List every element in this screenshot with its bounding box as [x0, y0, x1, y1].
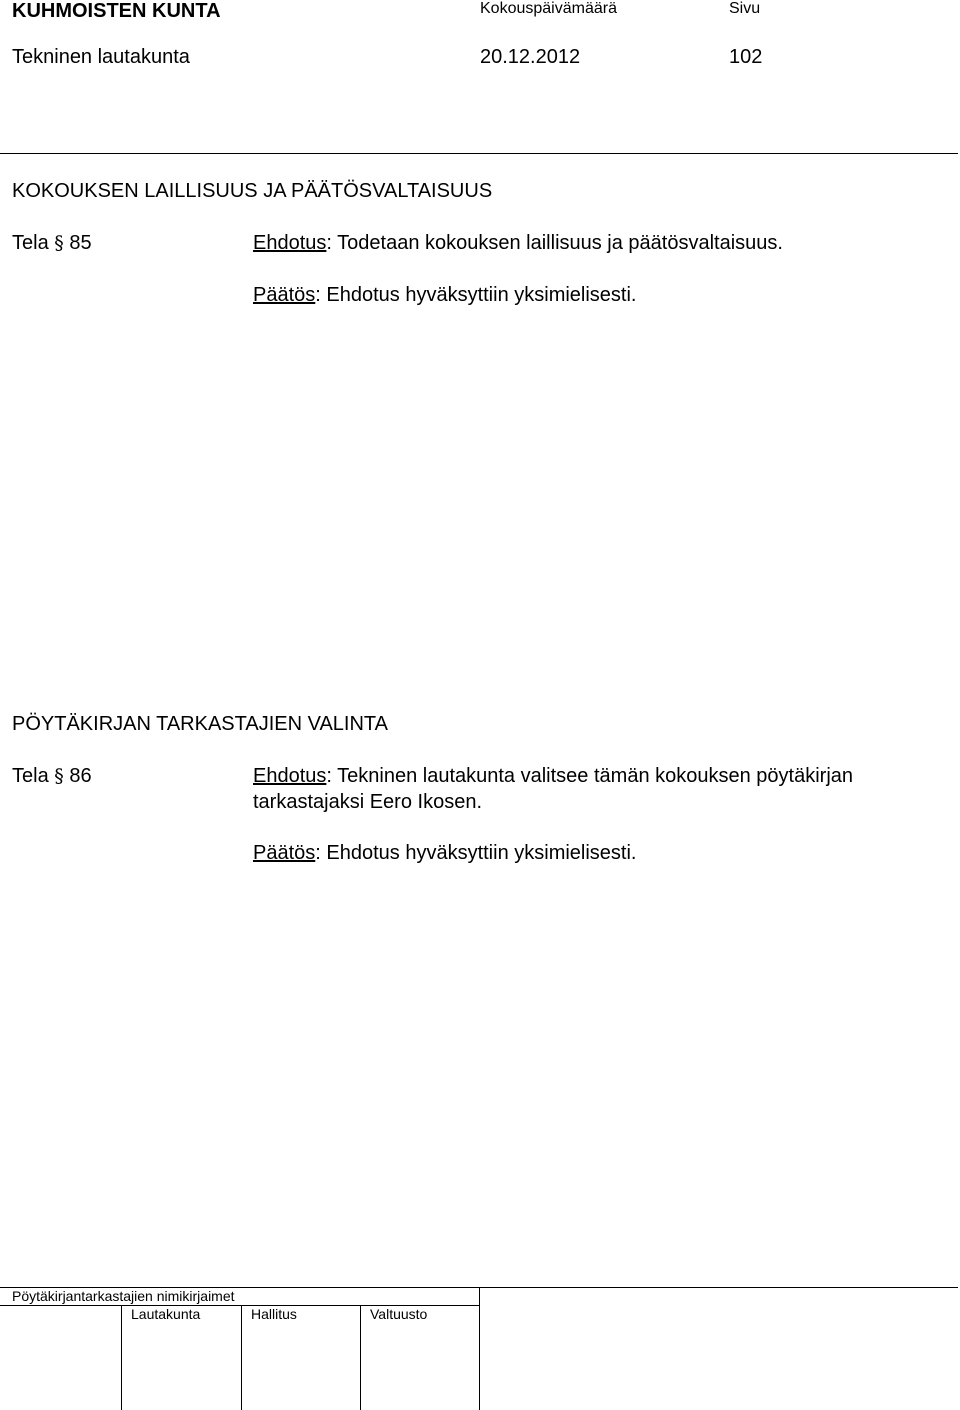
section-85-decision	[253, 284, 637, 307]
page-label: Sivu	[729, 0, 761, 17]
signature-column-divider	[121, 1305, 122, 1410]
body-name: Tekninen lautakunta	[12, 46, 190, 68]
section-86-proposal	[253, 765, 853, 788]
proposal-label: Ehdotus	[253, 232, 327, 254]
section-85-title: KOKOUKSEN LAILLISUUS JA PÄÄTÖSVALTAISUUS	[12, 180, 493, 202]
proposal-text: : Tekninen lautakunta valitsee tämän kokouksen pöytäkirjan	[326, 765, 854, 787]
signatures-title: Pöytäkirjantarkastajien nimikirjaimet	[12, 1288, 235, 1304]
signature-column-divider	[360, 1305, 361, 1410]
signature-column-divider	[241, 1305, 242, 1410]
signature-column-hallitus: Hallitus	[251, 1306, 297, 1322]
tela-prefix: Tela	[12, 232, 49, 254]
section-number: 85	[69, 232, 92, 254]
section-number: 86	[69, 765, 92, 787]
tela-prefix: Tela	[12, 765, 49, 787]
section-85-label	[12, 232, 92, 255]
section-86-decision	[253, 842, 637, 865]
proposal-text: : Todetaan kokouksen laillisuus ja päätösvaltaisuus.	[326, 232, 783, 254]
page-number: 102	[729, 46, 763, 68]
decision-text: : Ehdotus hyväksyttiin yksimielisesti.	[315, 842, 637, 864]
decision-text: : Ehdotus hyväksyttiin yksimielisesti.	[315, 284, 637, 306]
section-sign-icon: §	[54, 232, 64, 254]
signature-column-valtuusto: Valtuusto	[370, 1306, 428, 1322]
meeting-date: 20.12.2012	[480, 46, 581, 68]
organization-name: KUHMOISTEN KUNTA	[12, 0, 221, 22]
signature-column-lautakunta: Lautakunta	[131, 1306, 201, 1322]
decision-label: Päätös	[253, 284, 316, 306]
section-86-title: PÖYTÄKIRJAN TARKASTAJIEN VALINTA	[12, 713, 389, 735]
proposal-label: Ehdotus	[253, 765, 327, 787]
section-sign-icon: §	[54, 765, 64, 787]
date-label: Kokouspäivämäärä	[480, 0, 617, 17]
section-86-label	[12, 765, 92, 788]
section-86-proposal-line2: tarkastajaksi Eero Ikosen.	[253, 791, 482, 813]
decision-label: Päätös	[253, 842, 316, 864]
header-divider	[0, 153, 958, 154]
signature-column-divider	[479, 1288, 480, 1410]
section-85-proposal	[253, 232, 783, 255]
